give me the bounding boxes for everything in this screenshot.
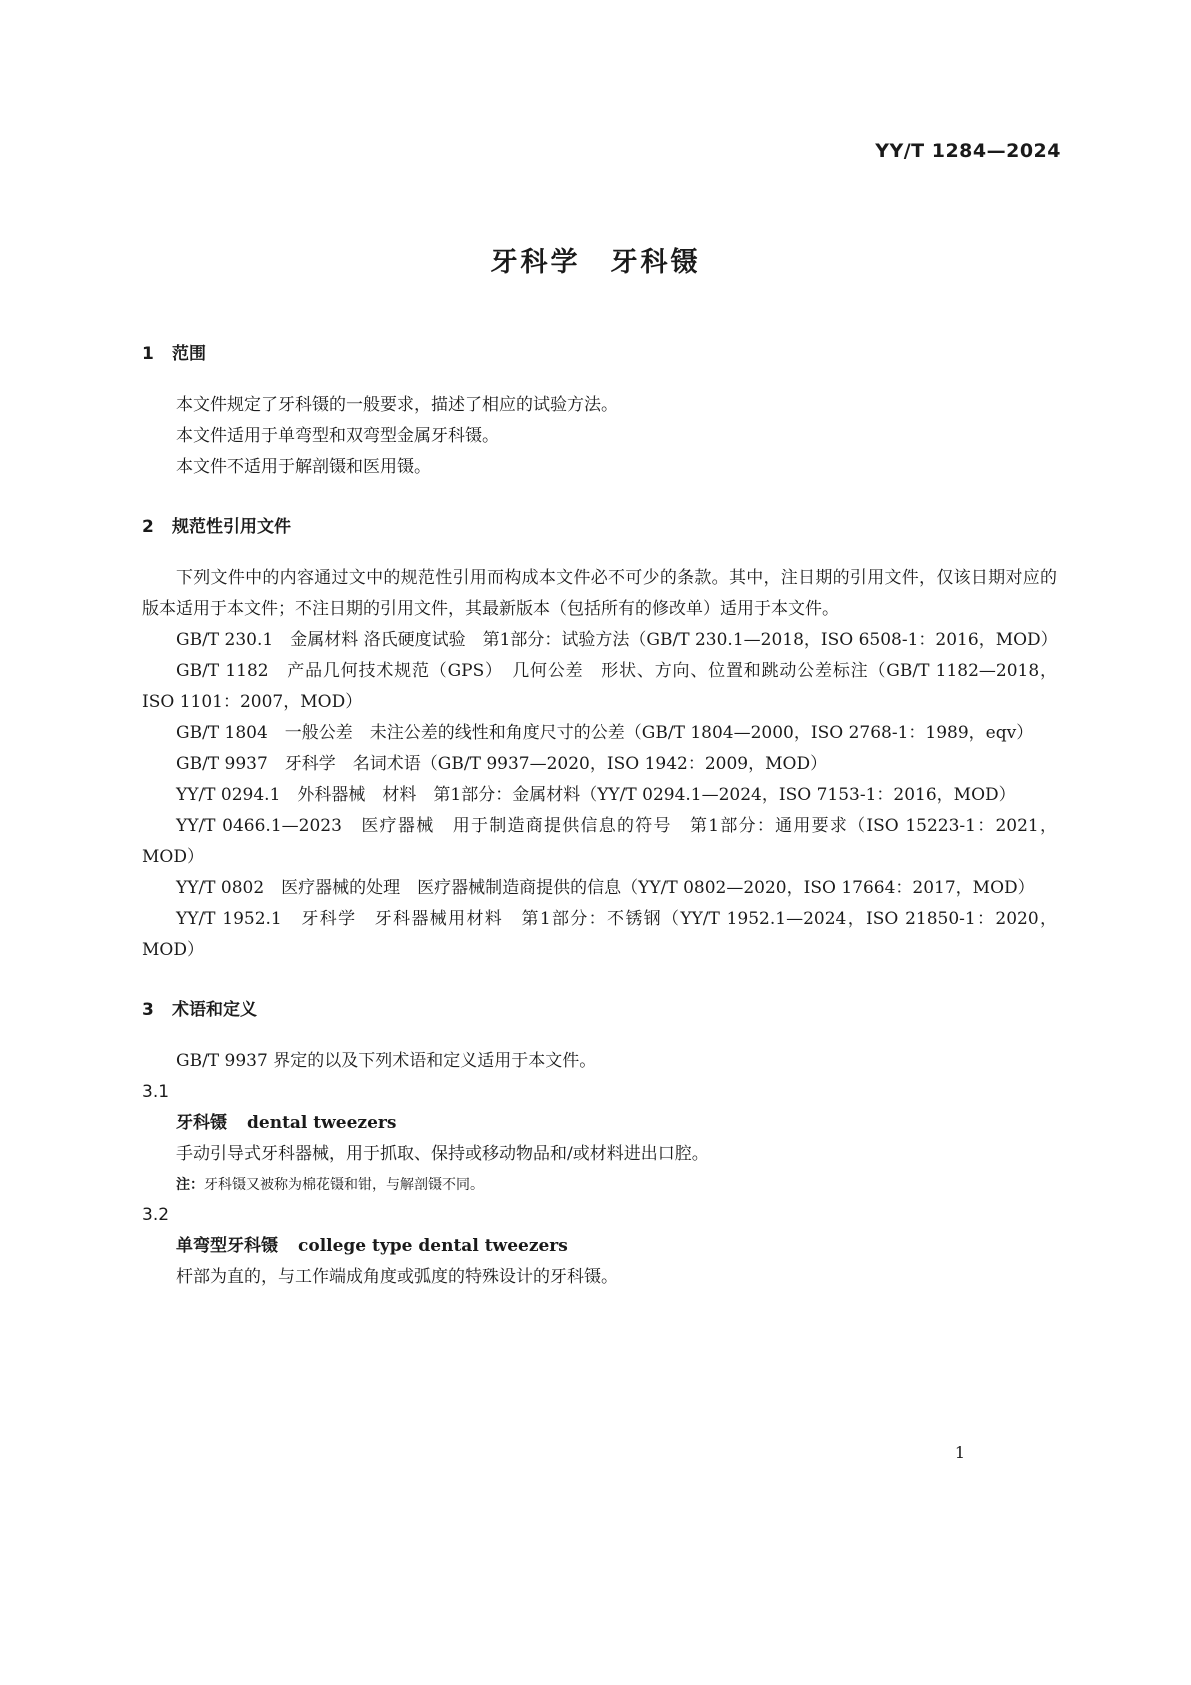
paragraph: GB/T 9937 界定的以及下列术语和定义适用于本文件。 (176, 1051, 597, 1071)
section-heading-normative-references (142, 513, 1057, 541)
note-text: 牙科镊又被称为棉花镊和钳，与解剖镊不同。 (204, 1177, 484, 1193)
term-definition: 杆部为直的，与工作端成角度或弧度的特殊设计的牙科镊。 (176, 1267, 618, 1287)
term-name-en: college type dental tweezers (298, 1236, 568, 1256)
term-name (176, 1231, 1057, 1262)
paragraph: 本文件不适用于解剖镊和医用镊。 (176, 457, 431, 477)
document-title: 牙科学 牙科镊 (490, 247, 701, 278)
section-number: 1 (142, 344, 154, 364)
section-heading-terms-definitions (142, 996, 1057, 1024)
reference-item: GB/T 9937 牙科学 名词术语（GB/T 9937—2020，ISO 1942：2009，MOD） (176, 754, 828, 774)
term-name-zh: 单弯型牙科镊 (176, 1236, 278, 1256)
term-number: 3.1 (142, 1082, 170, 1102)
reference-item: GB/T 230.1 金属材料 洛氏硬度试验 第1部分：试验方法（GB/T 230.1—2018，ISO 6508-1：2016，MOD） (176, 630, 1058, 650)
page-number: 1 (954, 1443, 965, 1462)
paragraph: 本文件适用于单弯型和双弯型金属牙科镊。 (176, 426, 499, 446)
term-definition: 手动引导式牙科器械，用于抓取、保持或移动物品和/或材料进出口腔。 (176, 1144, 709, 1164)
reference-item: GB/T 1182 产品几何技术规范（GPS） 几何公差 形状、方向、位置和跳动公差标注（GB/T 1182—2018，ISO 1101：2007，MOD） (142, 661, 1057, 712)
reference-item: GB/T 1804 一般公差 未注公差的线性和角度尺寸的公差（GB/T 1804—2000，ISO 2768-1：1989，eqv） (176, 723, 1034, 743)
section-number: 2 (142, 517, 154, 537)
section-number: 3 (142, 1000, 154, 1020)
document-body (142, 340, 1057, 1293)
reference-item: YY/T 0466.1—2023 医疗器械 用于制造商提供信息的符号 第1部分：通用要求（ISO 15223-1：2021，MOD） (142, 816, 1057, 867)
paragraph: 下列文件中的内容通过文中的规范性引用而构成本文件必不可少的条款。其中，注日期的引用文件，仅该日期对应的版本适用于本文件；不注日期的引用文件，其最新版本（包括所有的修改单）适用于本文件。 (142, 568, 1057, 619)
note-label: 注： (176, 1177, 204, 1193)
term-name-en: dental tweezers (247, 1113, 397, 1133)
term-name (176, 1108, 1057, 1139)
document-id: YY/T 1284—2024 (875, 140, 1061, 162)
section-title: 范围 (172, 344, 206, 364)
term-name-zh: 牙科镊 (176, 1113, 227, 1133)
reference-item: YY/T 0294.1 外科器械 材料 第1部分：金属材料（YY/T 0294.1—2024，ISO 7153-1：2016，MOD） (176, 785, 1016, 805)
reference-item: YY/T 0802 医疗器械的处理 医疗器械制造商提供的信息（YY/T 0802—2020，ISO 17664：2017，MOD） (176, 878, 1035, 898)
paragraph: 本文件规定了牙科镊的一般要求，描述了相应的试验方法。 (176, 395, 618, 415)
term-number: 3.2 (142, 1205, 170, 1225)
term-note (176, 1170, 1057, 1200)
section-heading-scope (142, 340, 1057, 368)
reference-item: YY/T 1952.1 牙科学 牙科器械用材料 第1部分：不锈钢（YY/T 1952.1—2024，ISO 21850-1：2020，MOD） (142, 909, 1057, 960)
section-title: 规范性引用文件 (172, 517, 291, 537)
section-title: 术语和定义 (172, 1000, 257, 1020)
